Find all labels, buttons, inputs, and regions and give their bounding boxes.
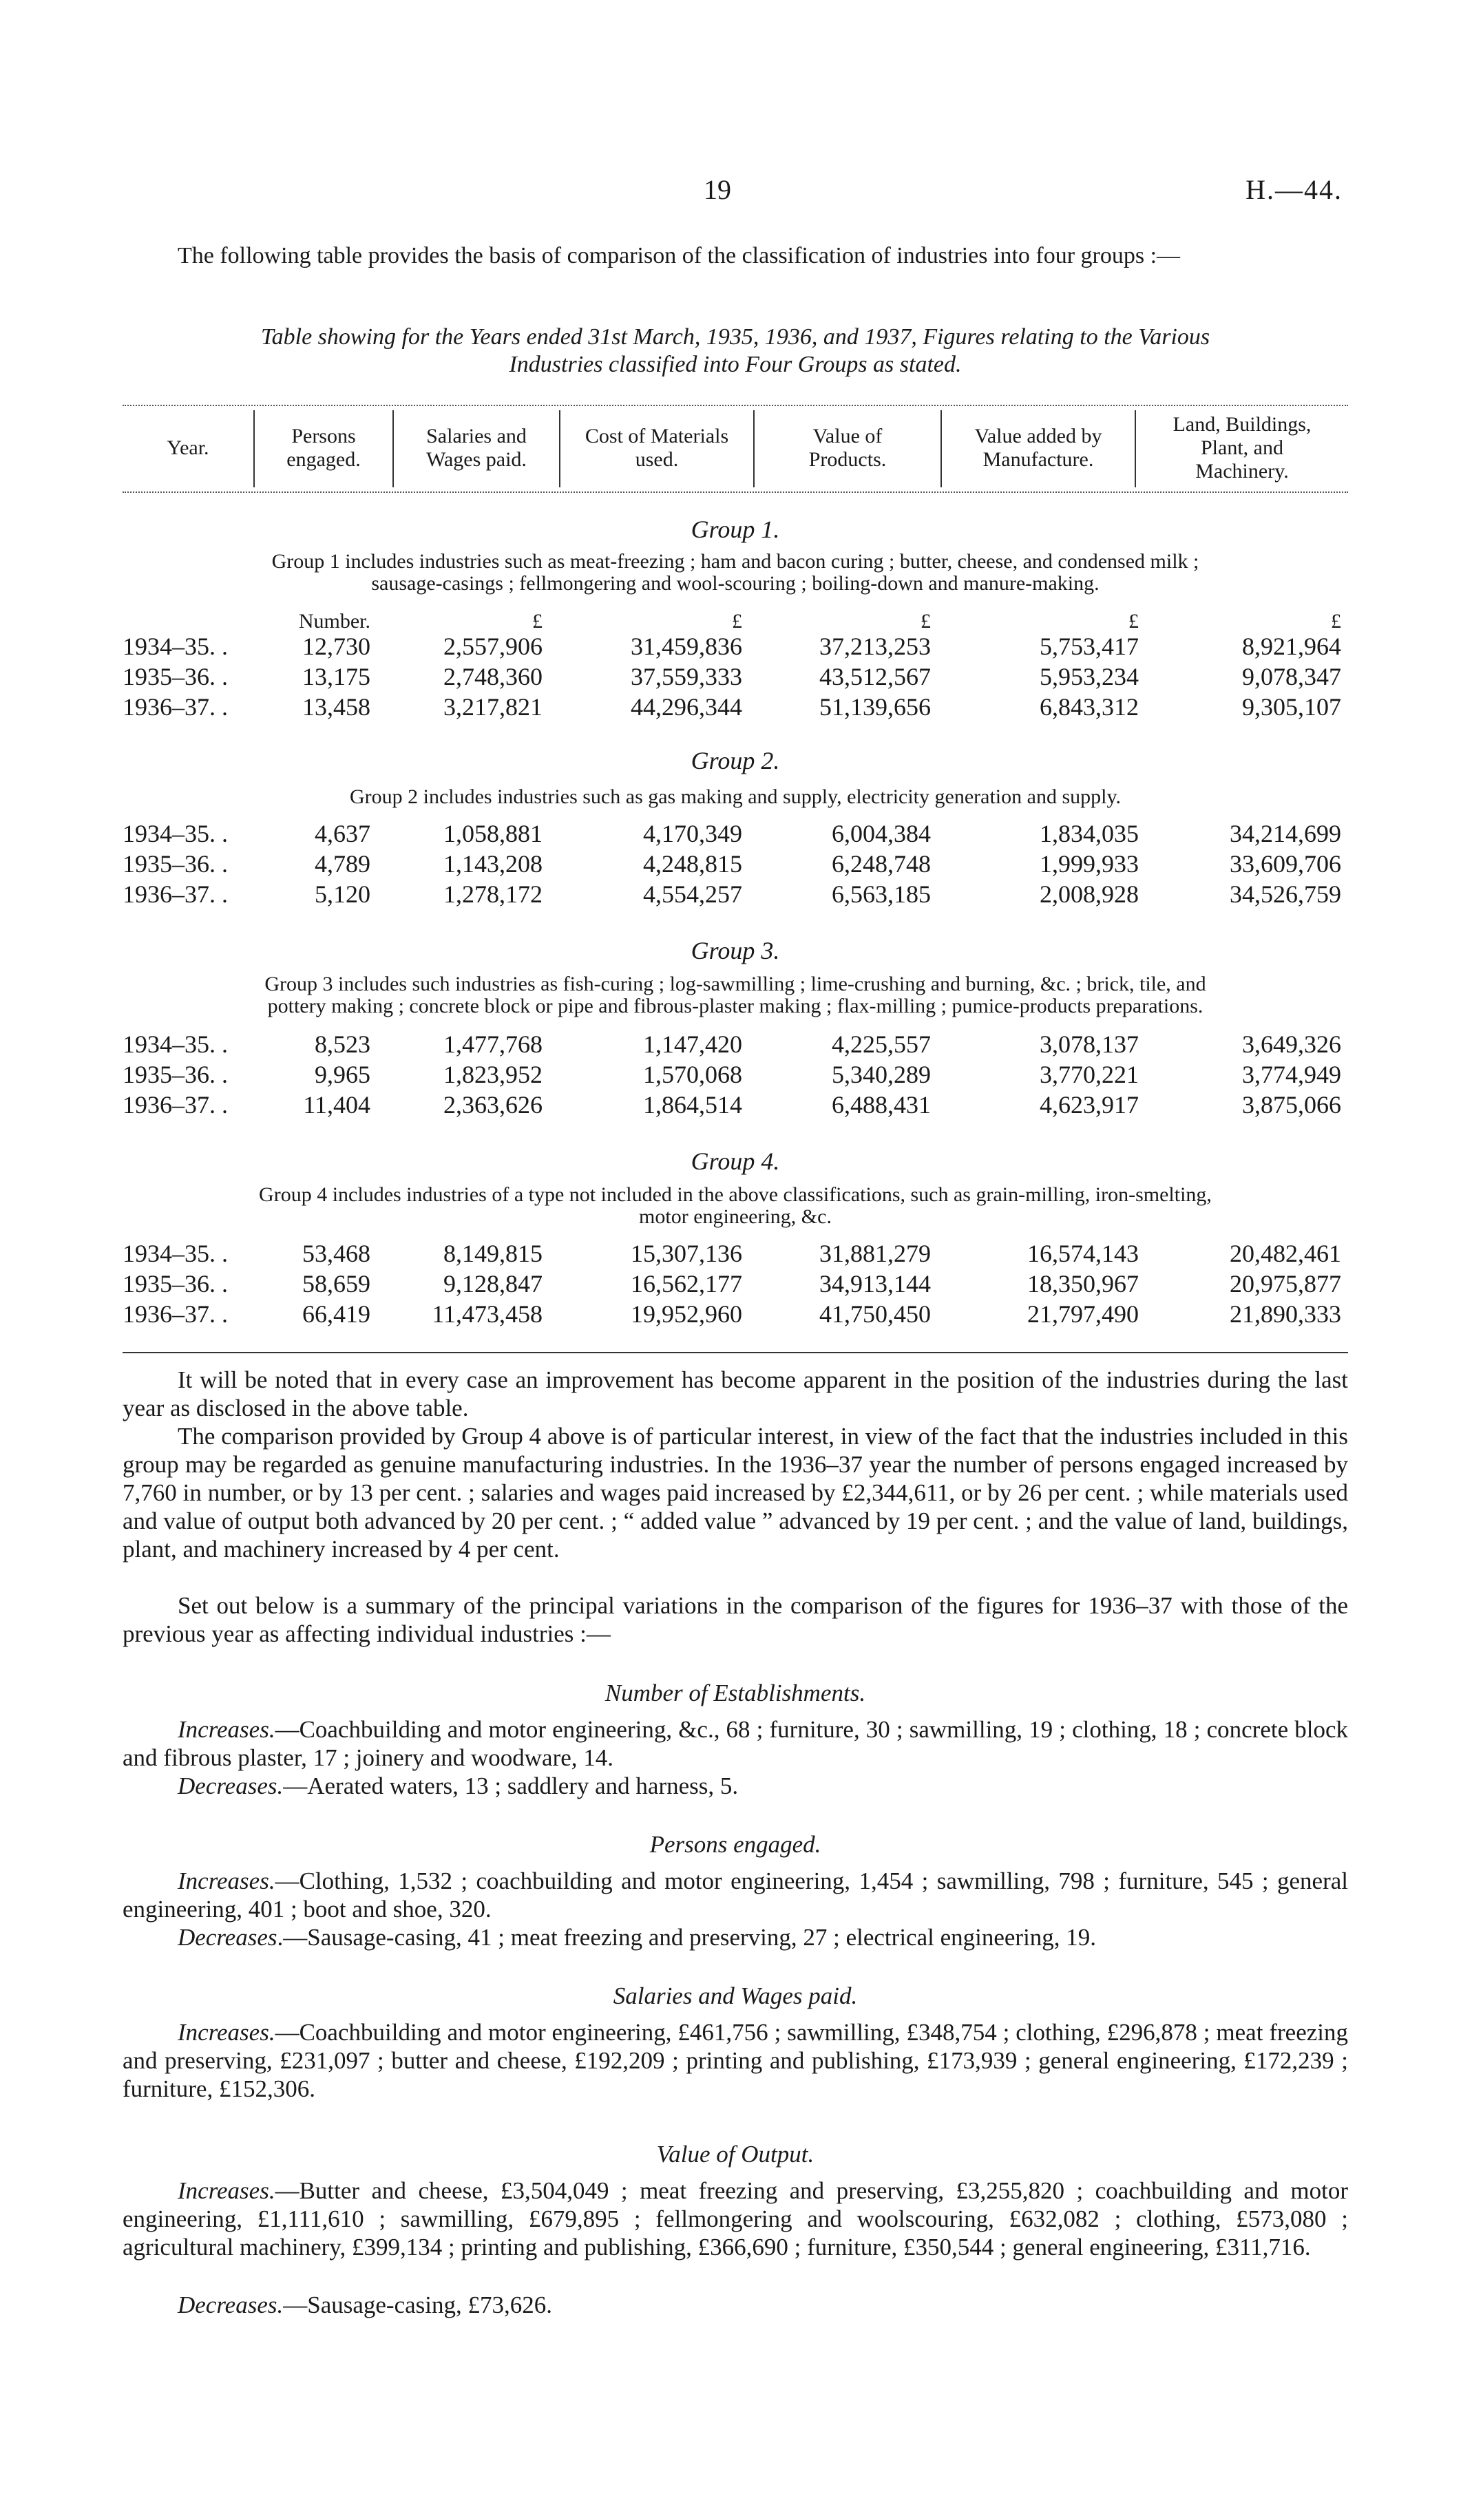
- table-cell: 1,058,881: [443, 820, 543, 847]
- text-line: Cost of Materials: [585, 425, 729, 447]
- table-cell: 11,473,458: [432, 1300, 543, 1328]
- group-description: [123, 551, 1348, 595]
- page-header: [0, 173, 1472, 215]
- table-cell: 51,139,656: [819, 693, 931, 721]
- table-cell: 1,823,952: [443, 1061, 543, 1088]
- table-cell: 21,890,333: [1230, 1300, 1341, 1328]
- table-row: [0, 1239, 1472, 1267]
- table-cell: 8,149,815: [443, 1240, 543, 1267]
- table-cell: 33,609,706: [1230, 850, 1341, 878]
- table-cell: 4,623,917: [1040, 1091, 1139, 1119]
- col-head-materials: [560, 407, 753, 489]
- table-cell: 34,526,759: [1230, 880, 1341, 908]
- text-line: Wages paid.: [426, 448, 527, 471]
- table-cell: 58,659: [302, 1270, 370, 1298]
- table-caption: [123, 324, 1348, 379]
- table-cell: 9,305,107: [1242, 693, 1341, 721]
- text-line: Machinery.: [1195, 460, 1289, 483]
- text-line: used.: [635, 448, 679, 471]
- table-row: [0, 692, 1472, 720]
- table-row: [0, 1060, 1472, 1088]
- table-cell: 31,459,836: [631, 633, 742, 660]
- table-cell: 1935–36. .: [123, 1061, 228, 1088]
- table-cell: 4,789: [315, 850, 370, 878]
- table-row: [0, 880, 1472, 907]
- column-divider: [753, 410, 755, 487]
- table-cell: 1935–36. .: [123, 850, 228, 878]
- table-cell: 1,834,035: [1040, 820, 1139, 847]
- table-cell: 13,458: [302, 693, 370, 721]
- group-description: [123, 973, 1348, 1017]
- table-cell: 20,975,877: [1230, 1270, 1341, 1298]
- table-cell: 2,363,626: [443, 1091, 543, 1119]
- text-line: Salaries and: [426, 425, 527, 447]
- table-cell: 6,843,312: [1040, 693, 1139, 721]
- text-line: sausage-casings ; fellmongering and wool-scouring ; boiling-down and manure-making.: [371, 572, 1100, 595]
- table-cell: 1936–37. .: [123, 693, 228, 721]
- column-divider: [559, 410, 560, 487]
- table-cell: 37,559,333: [631, 663, 742, 690]
- table-cell: 18,350,967: [1027, 1270, 1139, 1298]
- table-top-rule: [123, 405, 1348, 406]
- col-head-land: [1136, 407, 1348, 489]
- table-cell: 66,419: [302, 1300, 370, 1328]
- table-cell: 1,147,420: [643, 1030, 742, 1058]
- table-cell: 1934–35. .: [123, 820, 228, 847]
- section-heading: Number of Establishments.: [604, 1680, 866, 1706]
- section-increases: Increases.—Coachbuilding and motor engineering, &c., 68 ; furniture, 30 ; sawmilling, 19 ; clothing, 18 ; concrete block and fibrous plaster, 17 ; joinery and woodware, 14.: [123, 1716, 1348, 1771]
- table-cell: 2,557,906: [443, 633, 543, 660]
- table-cell: 34,214,699: [1230, 820, 1341, 847]
- text-line: engaged.: [286, 448, 361, 471]
- table-cell: 19,952,960: [631, 1300, 742, 1328]
- table-cell: 1,999,933: [1040, 850, 1139, 878]
- intro-paragraph: The following table provides the basis of comparison of the classification of industries into four groups :—: [178, 243, 1181, 268]
- section-decreases: Decreases.—Aerated waters, 13 ; saddlery and harness, 5.: [178, 1772, 739, 1799]
- column-divider: [1135, 410, 1136, 487]
- group-description: [123, 1184, 1348, 1228]
- body-paragraph: The comparison provided by Group 4 above is of particular interest, in view of the fact that the industries included in this group may be regarded as genuine manufacturing industries. In the 1936–37 year the number of persons engaged increased by 7,760 in number, or by 13 per cent. ; salaries and wages paid increased by £2,344,611, or by 26 per cent. ; while materials used and value of output both advanced by 20 per cent. ; “ added value ” advanced by 19 per cent. ; and the value of land, buildings, plant, and machinery increased by 4 per cent.: [123, 1423, 1348, 1563]
- table-cell: £: [921, 610, 931, 633]
- text-line: Plant, and: [1201, 436, 1283, 459]
- table-cell: 6,488,431: [832, 1091, 931, 1119]
- table-cell: 44,296,344: [631, 693, 742, 721]
- table-cell: 5,753,417: [1040, 633, 1139, 660]
- table-row: [0, 662, 1472, 690]
- table-cell: 4,248,815: [643, 850, 742, 878]
- table-cell: 16,562,177: [631, 1270, 742, 1298]
- column-divider: [253, 410, 255, 487]
- column-divider: [392, 410, 394, 487]
- text-line: Land, Buildings,: [1173, 413, 1312, 436]
- table-bottom-rule: [123, 1352, 1348, 1353]
- table-cell: £: [1331, 610, 1341, 633]
- table-cell: 9,078,347: [1242, 663, 1341, 690]
- table-cell: 4,637: [315, 820, 370, 847]
- table-cell: 5,953,234: [1040, 663, 1139, 690]
- table-row: [0, 1269, 1472, 1297]
- text-line: Products.: [808, 448, 887, 471]
- table-cell: 11,404: [303, 1091, 370, 1119]
- table-cell: 16,574,143: [1027, 1240, 1139, 1267]
- col-head-value: [755, 407, 940, 489]
- table-cell: 43,512,567: [819, 663, 931, 690]
- group-title: Group 3.: [691, 937, 780, 964]
- table-cell: 6,563,185: [832, 880, 931, 908]
- text-line: [286, 425, 360, 472]
- section-increases: Increases.—Clothing, 1,532 ; coachbuilding and motor engineering, 1,454 ; sawmilling, 798 ; furniture, 545 ; general engineering, 401 ; boot and shoe, 320.: [123, 1867, 1348, 1923]
- col-head-year: Year.: [167, 436, 209, 459]
- text-line: Group 3 includes such industries as fish-curing ; log-sawmilling ; lime-crushing and burning, &c. ; brick, tile, and: [264, 973, 1206, 995]
- group-title: Group 1.: [691, 516, 780, 543]
- table-cell: 6,248,748: [832, 850, 931, 878]
- text-line: [1173, 413, 1312, 483]
- table-cell: 1936–37. .: [123, 1300, 228, 1328]
- table-cell: 1,864,514: [643, 1091, 742, 1119]
- group-title: Group 2.: [691, 747, 780, 774]
- section-heading: Value of Output.: [656, 2141, 814, 2168]
- table-row: [0, 1300, 1472, 1327]
- table-cell: Number.: [298, 610, 370, 633]
- table-cell: 1,278,172: [443, 880, 543, 908]
- table-cell: 20,482,461: [1230, 1240, 1341, 1267]
- table-cell: 15,307,136: [631, 1240, 742, 1267]
- table-cell: 1,143,208: [443, 850, 543, 878]
- table-cell: 2,008,928: [1040, 880, 1139, 908]
- column-divider: [940, 410, 942, 487]
- table-cell: 6,004,384: [832, 820, 931, 847]
- table-cell: 3,649,326: [1242, 1030, 1341, 1058]
- caption-line: Table showing for the Years ended 31st March, 1935, 1936, and 1937, Figures relating to the Various: [260, 324, 1210, 350]
- table-cell: 1934–35. .: [123, 1240, 228, 1267]
- col-head-salaries: [394, 407, 559, 489]
- text-line: [809, 425, 887, 472]
- table-cell: 5,120: [315, 880, 370, 908]
- table-cell: 3,217,821: [443, 693, 543, 721]
- text-line: Group 1 includes industries such as meat-freezing ; ham and bacon curing ; butter, cheese, and condensed milk ;: [271, 550, 1199, 573]
- table-cell: 21,797,490: [1027, 1300, 1139, 1328]
- text-line: motor engineering, &c.: [639, 1205, 832, 1228]
- table-row: [0, 819, 1472, 847]
- table-cell: 1935–36. .: [123, 1270, 228, 1298]
- table-cell: 4,170,349: [643, 820, 742, 847]
- table-cell: 1934–35. .: [123, 633, 228, 660]
- text-line: Value of: [812, 425, 883, 447]
- table-cell: £: [732, 610, 742, 633]
- table-row: [0, 849, 1472, 877]
- table-cell: 1936–37. .: [123, 1091, 228, 1119]
- page-number: 19: [704, 174, 731, 205]
- table-cell: 8,921,964: [1242, 633, 1341, 660]
- table-cell: 2,748,360: [443, 663, 543, 690]
- text-line: Group 2 includes industries such as gas making and supply, electricity generation and supply.: [349, 785, 1122, 808]
- col-head-added: [942, 407, 1135, 489]
- table-cell: £: [1128, 610, 1139, 633]
- table-cell: £: [532, 610, 543, 633]
- col-head-persons: [255, 407, 392, 489]
- table-cell: 1935–36. .: [123, 663, 228, 690]
- table-cell: 8,523: [315, 1030, 370, 1058]
- table-cell: 1934–35. .: [123, 1030, 228, 1058]
- table-cell: 3,875,066: [1242, 1091, 1341, 1119]
- table-row: [0, 632, 1472, 659]
- text-line: Persons: [291, 425, 356, 447]
- table-cell: 3,078,137: [1040, 1030, 1139, 1058]
- table-cell: 4,225,557: [832, 1030, 931, 1058]
- table-cell: 37,213,253: [819, 633, 931, 660]
- table-cell: 13,175: [302, 663, 370, 690]
- table-cell: 1936–37. .: [123, 880, 228, 908]
- table-row: [0, 1090, 1472, 1118]
- body-paragraph: It will be noted that in every case an improvement has become apparent in the position of the industries during the last year as disclosed in the above table.: [123, 1366, 1348, 1421]
- table-cell: 41,750,450: [819, 1300, 931, 1328]
- table-cell: 34,913,144: [819, 1270, 931, 1298]
- text-line: Group 4 includes industries of a type not included in the above classifications, such as grain-milling, iron-smelting,: [259, 1183, 1212, 1206]
- section-decreases: Decreases.—Sausage-casing, 41 ; meat freezing and preserving, 27 ; electrical engineering, 19.: [178, 1924, 1097, 1951]
- table-cell: 12,730: [302, 633, 370, 660]
- section-heading: Persons engaged.: [649, 1831, 821, 1858]
- table-cell: 53,468: [302, 1240, 370, 1267]
- table-cell: 9,128,847: [443, 1270, 543, 1298]
- group-title: Group 4.: [691, 1147, 780, 1175]
- table-cell: 5,340,289: [832, 1061, 931, 1088]
- section-increases: Increases.—Butter and cheese, £3,504,049 ; meat freezing and preserving, £3,255,820 ; coachbuilding and motor engineering, £1,111,610 ; sawmilling, £679,895 ; fellmongering and woolscouring, £632,082 ; clothing, £573,080 ; agricultural machinery, £399,134 ; printing and publishing, £366,690 ; furniture, £350,544 ; general engineering, £311,716.: [123, 2177, 1348, 2260]
- document-reference: H.—44.: [1245, 174, 1343, 205]
- text-line: Manufacture.: [982, 448, 1094, 471]
- section-decreases: Decreases.—Sausage-casing, £73,626.: [178, 2291, 552, 2318]
- group-description: [123, 786, 1348, 808]
- table-header-rule: [123, 491, 1348, 493]
- table-cell: 31,881,279: [819, 1240, 931, 1267]
- text-line: [975, 425, 1102, 472]
- table-row: [0, 1030, 1472, 1057]
- section-heading: Salaries and Wages paid.: [613, 1982, 858, 2009]
- text-line: [585, 425, 728, 472]
- table-cell: 3,770,221: [1040, 1061, 1139, 1088]
- table-cell: 4,554,257: [643, 880, 742, 908]
- body-paragraph: Set out below is a summary of the principal variations in the comparison of the figures for 1936–37 with those of the previous year as affecting individual industries :—: [123, 1592, 1348, 1647]
- table-cell: 9,965: [315, 1061, 370, 1088]
- text-line: [426, 425, 527, 472]
- text-line: Value added by: [974, 425, 1102, 447]
- table-cell: 1,477,768: [443, 1030, 543, 1058]
- table-cell: 1,570,068: [643, 1061, 742, 1088]
- text-line: pottery making ; concrete block or pipe and fibrous-plaster making ; flax-milling ; pumice-products preparations.: [267, 995, 1203, 1017]
- caption-line: Industries classified into Four Groups as stated.: [509, 352, 962, 377]
- table-cell: 3,774,949: [1242, 1061, 1341, 1088]
- section-increases: Increases.—Coachbuilding and motor engineering, £461,756 ; sawmilling, £348,754 ; clothing, £296,878 ; meat freezing and preserving, £231,097 ; butter and cheese, £192,209 ; printing and publishing, £173,939 ; general engineering, £172,239 ; furniture, £152,306.: [123, 2019, 1348, 2102]
